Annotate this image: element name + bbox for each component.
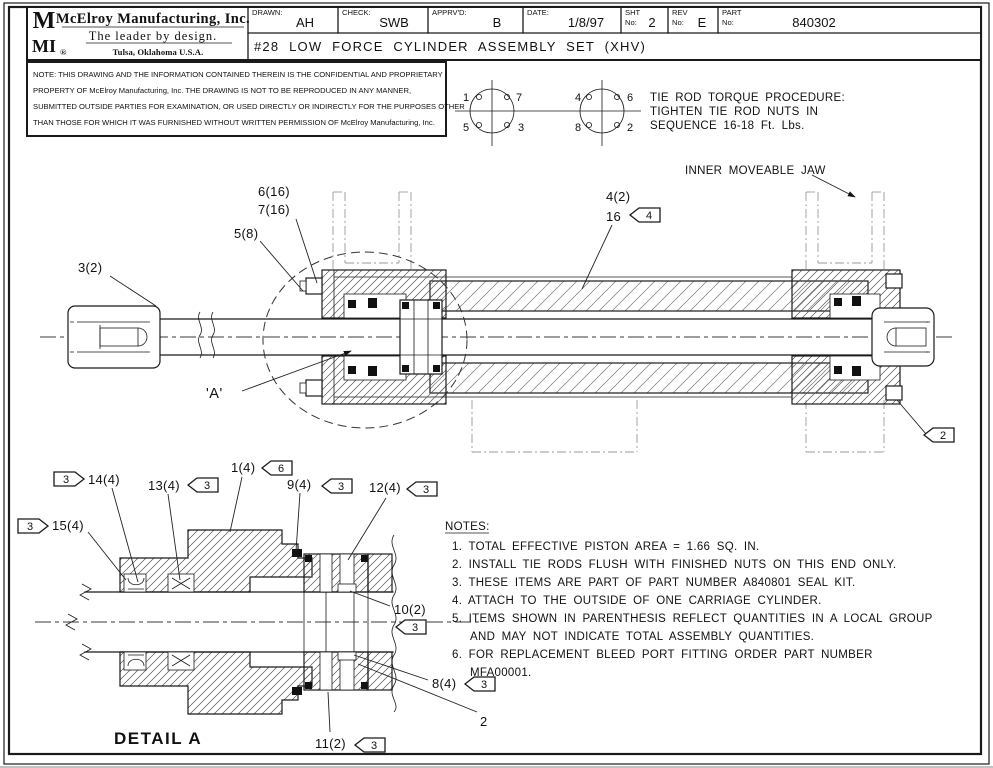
note-5-continued: AND MAY NOT INDICATE TOTAL ASSEMBLY QUANTITIES. (470, 631, 815, 643)
notes-heading: NOTES: (445, 521, 490, 533)
detail-a-label: DETAIL A (114, 729, 203, 748)
qty-flag-15 (18, 519, 48, 533)
piston (400, 300, 442, 374)
bleed-port-fitting-bottom (886, 386, 902, 400)
qty-flag-note4 (630, 208, 660, 222)
note-3: 3. THESE ITEMS ARE PART OF PART NUMBER A840801 SEAL KIT. (452, 577, 856, 589)
flag-13-number: 3 (203, 480, 211, 492)
confidential-note-line-1: NOTE: THIS DRAWING AND THE INFORMATION CONTAINED THEREIN IS THE CONFIDENTIAL AND PROPRIETARY (33, 70, 443, 79)
qty-flag-note2-bleed (924, 428, 954, 442)
confidential-note-line-3: SUBMITTED OUTSIDE PARTIES FOR EXAMINATION, OR USED DIRECTLY OR INDIRECTLY FOR THE PURPOSES OTHER (33, 102, 465, 111)
wear-ring-bottom (338, 652, 356, 660)
torque-procedure-line-2: TIGHTEN TIE ROD NUTS IN (650, 106, 819, 118)
check-label: CHECK: (342, 8, 371, 17)
callout-oring-gland: 9(4) (287, 477, 312, 492)
callout-backup-ring: 15(4) (52, 518, 84, 533)
flag-note4-number: 4 (645, 210, 653, 222)
confidential-note-line-2: PROPERTY OF McElroy Manufacturing, Inc. THE DRAWING IS NOT TO BE REPRODUCED IN ANY MANNER, (33, 86, 412, 95)
qty-flag-9 (322, 479, 352, 493)
callout-rod-end: 3(2) (78, 260, 103, 275)
flag-12-number: 3 (422, 484, 430, 496)
tie-rod-washer-bottom (300, 383, 306, 393)
bleed-port-fitting-top (886, 274, 902, 288)
flag-1-number: 6 (277, 463, 285, 475)
date-value: 1/8/97 (567, 15, 605, 30)
flag-8-number: 3 (480, 679, 488, 691)
company-location: Tulsa, Oklahoma U.S.A. (112, 47, 204, 57)
part-label: PART (722, 8, 742, 17)
torque-seq-right-tr: 6 (626, 92, 634, 104)
apprvd-value: B (492, 15, 502, 30)
confidential-note (27, 62, 465, 136)
sht-value: 2 (648, 15, 656, 30)
callout-tie-rod-nut: 6(16) (258, 184, 290, 199)
detail-piston (304, 535, 396, 712)
registered-mark: ® (60, 47, 67, 57)
detail-a-reference: 'A' (206, 386, 223, 402)
sht-label: SHT (625, 8, 641, 17)
rod-end-left (68, 306, 160, 368)
part-value: 840302 (792, 15, 836, 30)
mcelroy-logo (32, 8, 56, 56)
flag-14-number: 3 (62, 474, 70, 486)
flag-15-number: 3 (26, 521, 34, 533)
flag-9-number: 3 (337, 481, 345, 493)
flag-10-number: 3 (411, 622, 419, 634)
drawn-value: AH (295, 15, 315, 30)
callout-wiper: 14(4) (88, 472, 120, 487)
torque-seq-left-bl: 5 (462, 122, 470, 134)
callout-rod-seal: 13(4) (148, 478, 180, 493)
inner-moveable-jaw-label: INNER MOVEABLE JAW (685, 165, 826, 177)
torque-seq-right-br: 2 (626, 122, 634, 134)
rod-end-right (872, 308, 934, 366)
piston-rod (160, 312, 874, 358)
note-5: 5. ITEMS SHOWN IN PARENTHESIS REFLECT QUANTITIES IN A LOCAL GROUP (452, 613, 933, 625)
flag-note2-number: 2 (939, 430, 947, 442)
flag-11-number: 3 (370, 740, 378, 752)
wear-ring-top (338, 584, 356, 592)
note-4: 4. ATTACH TO THE OUTSIDE OF ONE CARRIAGE CYLINDER. (452, 595, 822, 607)
rev-no-label: No: (672, 18, 684, 27)
torque-seq-left-tl: 1 (462, 92, 470, 104)
main-assembly-view (40, 165, 954, 452)
note-6-continued: MFA00001. (470, 667, 532, 679)
callout-tie-rod-washer: 7(16) (258, 202, 290, 217)
torque-seq-right-tl: 4 (574, 92, 582, 104)
apprvd-label: APPRV'D: (432, 8, 467, 17)
title-block (27, 7, 981, 60)
callout-tie-rod: 5(8) (234, 226, 259, 241)
torque-seq-left-br: 3 (517, 122, 525, 134)
note-6: 6. FOR REPLACEMENT BLEED PORT FITTING ORDER PART NUMBER (452, 649, 873, 661)
tie-rod-washer-top (300, 281, 306, 291)
torque-seq-right-bl: 8 (574, 122, 582, 134)
torque-procedure-diagram (455, 80, 845, 146)
check-value: SWB (379, 15, 409, 30)
rev-label: REV (672, 8, 688, 17)
qty-flag-12 (407, 482, 437, 496)
callout-tube: 16 (606, 209, 622, 224)
logo-mark-bottom: MI (32, 36, 56, 56)
drawing-title: #28 LOW FORCE CYLINDER ASSEMBLY SET (XHV) (254, 39, 647, 54)
callout-piston-oring: 8(4) (432, 676, 457, 691)
rod-seal-pocket-top (168, 574, 194, 592)
callout-head: 4(2) (606, 189, 631, 204)
date-label: DATE: (527, 8, 549, 17)
callout-piston-seal: 12(4) (369, 480, 401, 495)
tie-rod-nut-bottom (306, 380, 322, 396)
confidential-note-line-4: THAN THOSE FOR WHICH IT WAS FURNISHED WITHOUT WRITTEN PERMISSION OF McElroy Manufacturing, Inc. (33, 118, 435, 127)
note-2: 2. INSTALL TIE RODS FLUSH WITH FINISHED NUTS ON THIS END ONLY. (452, 559, 897, 571)
qty-flag-8 (465, 677, 495, 691)
qty-flag-11 (355, 738, 385, 752)
callout-gland: 1(4) (231, 460, 256, 475)
detail-a-view (18, 460, 495, 752)
callout-wear-ring: 10(2) (394, 602, 426, 617)
company-tagline: The leader by design. (88, 29, 218, 43)
company-name: McElroy Manufacturing, Inc. (55, 11, 251, 27)
torque-procedure-line-3: SEQUENCE 16-18 Ft. Lbs. (650, 120, 805, 132)
note-1: 1. TOTAL EFFECTIVE PISTON AREA = 1.66 SQ. IN. (452, 541, 760, 553)
notes-block (445, 521, 933, 679)
callout-note2-ref: 2 (480, 714, 488, 729)
drawn-label: DRAWN: (252, 8, 283, 17)
qty-flag-1 (262, 461, 292, 475)
qty-flag-14 (54, 472, 84, 486)
rev-value: E (697, 15, 707, 30)
qty-flag-13 (188, 478, 218, 492)
torque-procedure-line-1: TIE ROD TORQUE PROCEDURE: (650, 92, 845, 104)
logo-mark-top: M (32, 8, 56, 34)
rod-seal-pocket-bottom (168, 652, 194, 670)
part-no-label: No: (722, 18, 734, 27)
sht-no-label: No: (625, 18, 637, 27)
tie-rod-nut-top (306, 278, 322, 294)
callout-piston-ring: 11(2) (315, 736, 346, 751)
torque-seq-left-tr: 7 (515, 92, 523, 104)
